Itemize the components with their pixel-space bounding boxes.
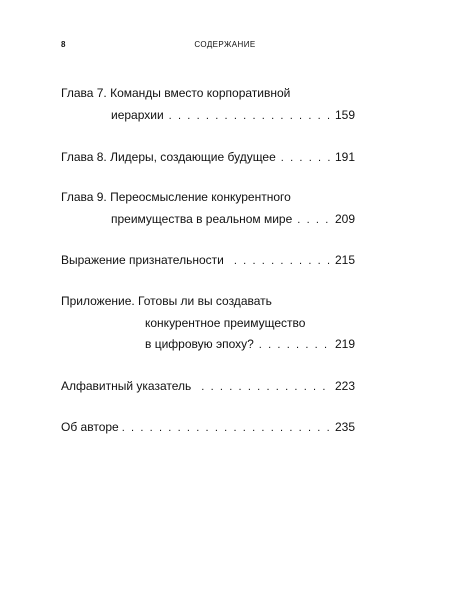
toc-entry-appendix[interactable] [145,335,355,353]
toc-page-number: 191 [334,150,355,164]
page-number: 8 [61,40,66,49]
toc-entry-appendix-title: Приложение. Готовы ли вы создавать [61,294,272,308]
toc-page-number: 215 [334,253,355,267]
toc-entry-acknowledgements[interactable] [61,251,355,269]
dot-leader [259,336,331,353]
toc-entry-appendix-title-end: в цифровую эпоху? [145,337,254,351]
toc-entry-chapter-9-title: Глава 9. Переосмысление конкурентного [61,190,291,204]
dot-leader [169,107,331,124]
dot-leader [201,378,331,395]
toc-entry-appendix-title-cont: конкурентное преимущество [145,316,306,330]
toc-page-number: 159 [334,108,355,122]
toc-entry-chapter-7-title: Глава 7. Команды вместо корпоративной [61,86,291,100]
toc-page-number: 219 [334,337,355,351]
toc-entry-chapter-8[interactable] [61,148,355,166]
toc-entry-index[interactable] [61,377,355,395]
toc-entry-title: Выражение признательности [61,253,224,267]
toc-entry-chapter-7[interactable] [111,106,355,124]
toc-entry-title: Об авторе [61,420,119,434]
dot-leader [122,419,331,436]
toc-entry-chapter-9-title-cont: преимущества в реальном мире [111,212,293,226]
toc-page-number: 223 [334,379,355,393]
toc-entry-chapter-7-title-cont: иерархии [111,108,164,122]
toc-entry-chapter-9[interactable] [111,210,355,228]
toc-entry-about-author[interactable] [61,418,355,436]
dot-leader [281,149,331,166]
toc-entry-title: Глава 8. Лидеры, создающие будущее [61,150,276,164]
table-of-contents [61,0,355,600]
toc-page-number: 209 [334,212,355,226]
toc-entry-title: Алфавитный указатель [61,379,192,393]
running-head: СОДЕРЖАНИЕ [194,40,256,49]
dot-leader [234,252,331,269]
dot-leader [297,211,331,228]
toc-page-number: 235 [334,420,355,434]
